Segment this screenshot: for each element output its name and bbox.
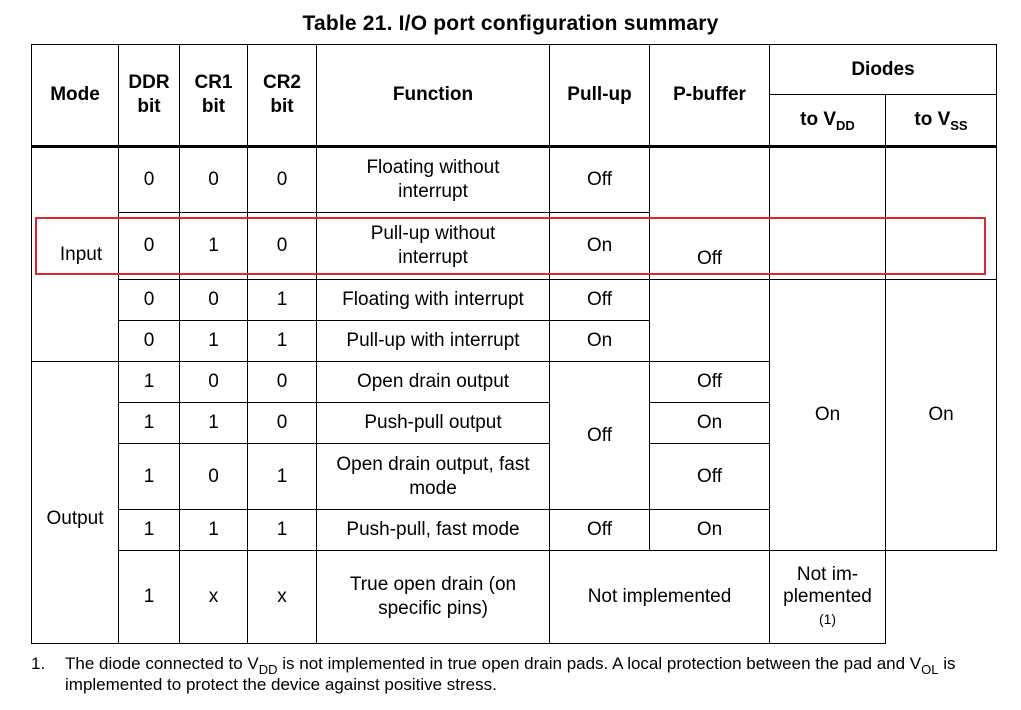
cr2-cell: 0 — [248, 362, 317, 403]
pbuffer-cell: Off — [650, 444, 770, 510]
pbuffer-cell: Off — [650, 362, 770, 403]
ddr-cell: 0 — [119, 147, 180, 213]
ddr-cell: 1 — [119, 403, 180, 444]
table-row — [32, 147, 997, 213]
cr2-cell: 1 — [248, 280, 317, 321]
mode-output: Output — [32, 362, 119, 644]
pbuffer-cell: On — [650, 510, 770, 551]
pbuffer-cell: On — [650, 403, 770, 444]
cr2-cell: 1 — [248, 510, 317, 551]
header-cr1: CR1 bit — [180, 45, 248, 147]
ddr-cell: 0 — [119, 213, 180, 280]
pullup-cell: Off — [550, 280, 650, 321]
pullup-cell: On — [550, 213, 650, 280]
footnote-text: The diode connected to $V_{DD}$ is not implemented in true open drain pads. A local protection between the pad and $V_{OL}$ is implemented to protect the device against positive stress. — [65, 654, 956, 694]
io-config-table — [31, 44, 997, 644]
table-title: Table 21. I/O port configuration summary — [302, 12, 719, 35]
diodes-vdd-merged: On — [770, 280, 886, 551]
function-cell: True open drain (on specific pins) — [317, 551, 550, 644]
cr1-cell: 0 — [180, 280, 248, 321]
function-cell: Floating with interrupt — [317, 280, 550, 321]
cr2-cell: x — [248, 551, 317, 644]
pullup-cell: Off — [550, 147, 650, 213]
cr1-cell: 0 — [180, 444, 248, 510]
pullup-cell: On — [550, 321, 650, 362]
footnote-number: 1. — [31, 654, 46, 673]
function-cell: Push-pull output — [317, 403, 550, 444]
pbuffer-input-merged: Off — [650, 147, 770, 280]
cr1-cell: 0 — [180, 147, 248, 213]
function-cell: Floating without interrupt — [317, 147, 550, 213]
function-cell: Push-pull, fast mode — [317, 510, 550, 551]
pullup-cell: Off — [550, 510, 650, 551]
ddr-cell: 1 — [119, 362, 180, 403]
function-cell: Pull-up without interrupt — [317, 213, 550, 280]
cr1-cell: 1 — [180, 213, 248, 280]
not-implemented-cell: Not implemented — [550, 551, 770, 644]
footnote-ref: (1) — [818, 611, 837, 627]
function-cell: Open drain output — [317, 362, 550, 403]
header-pbuffer: P-buffer — [650, 45, 770, 147]
vdd-blank-cell — [770, 147, 886, 280]
function-cell: Open drain output, fast mode — [317, 444, 550, 510]
header-to-vss: to $V_{SS}$ — [886, 95, 997, 147]
ddr-cell: 0 — [119, 321, 180, 362]
ddr-cell: 1 — [119, 444, 180, 510]
header-diodes: Diodes — [770, 45, 997, 95]
cr2-cell: 0 — [248, 403, 317, 444]
header-ddr: DDR bit — [119, 45, 180, 147]
header-function: Function — [317, 45, 550, 147]
cr1-cell: 0 — [180, 362, 248, 403]
table-row — [32, 280, 997, 321]
cr2-cell: 0 — [248, 147, 317, 213]
ddr-cell: 1 — [119, 551, 180, 644]
cr1-cell: x — [180, 551, 248, 644]
vdd-not-implemented-cell: Not im- plemented (1) — [770, 551, 886, 644]
diodes-vss-merged: On — [886, 280, 997, 551]
ddr-cell: 0 — [119, 280, 180, 321]
ddr-cell: 1 — [119, 510, 180, 551]
pbuffer-blank-cell — [650, 280, 770, 362]
cr1-cell: 1 — [180, 321, 248, 362]
footnote — [31, 654, 991, 695]
cr2-cell: 1 — [248, 321, 317, 362]
pullup-output-merged: Off — [550, 362, 650, 510]
cr1-cell: 1 — [180, 403, 248, 444]
cr1-cell: 1 — [180, 510, 248, 551]
table-row — [32, 551, 997, 644]
header-mode: Mode — [32, 45, 119, 147]
function-cell: Pull-up with interrupt — [317, 321, 550, 362]
vss-blank-cell — [886, 147, 997, 280]
header-cr2: CR2 bit — [248, 45, 317, 147]
mode-input: Input — [32, 147, 119, 362]
header-pullup: Pull-up — [550, 45, 650, 147]
header-to-vdd: to $V_{DD}$ — [770, 95, 886, 147]
cr2-cell: 1 — [248, 444, 317, 510]
cr2-cell: 0 — [248, 213, 317, 280]
